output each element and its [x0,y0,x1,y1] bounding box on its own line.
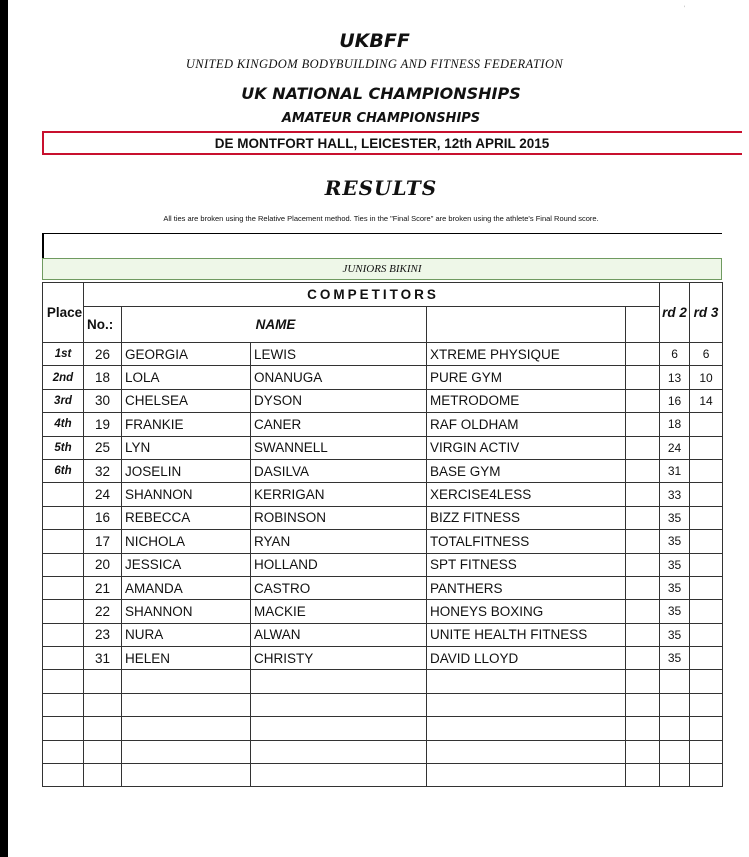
section-rule [42,233,722,234]
results-title: RESULTS [324,176,438,200]
gym-name: PANTHERS [427,576,626,599]
place-cell [43,530,84,553]
first-name: GEORGIA [122,343,251,366]
competitor-number: 26 [84,343,122,366]
table-row [43,623,723,646]
spacer-cell [626,483,660,506]
table-row [43,506,723,529]
last-name [251,717,427,740]
org-acronym: UKBFF [339,30,410,52]
competitor-number [84,670,122,693]
gym-name: UNITE HEALTH FITNESS [427,623,626,646]
round2-score: 16 [660,389,690,412]
first-name: LYN [122,436,251,459]
place-cell: 5th [43,436,84,459]
round3-score [690,436,723,459]
gym-name [427,717,626,740]
first-name: JOSELIN [122,459,251,482]
first-name: CHELSEA [122,389,251,412]
first-name: AMANDA [122,576,251,599]
spacer-cell [626,717,660,740]
place-cell [43,506,84,529]
spacer-cell [626,436,660,459]
last-name: DYSON [251,389,427,412]
round3-score [690,600,723,623]
gym-name: TOTALFITNESS [427,530,626,553]
spacer-cell [626,459,660,482]
table-row [43,436,723,459]
place-cell [43,740,84,763]
competitor-number [84,717,122,740]
spacer-cell [626,764,660,787]
last-name: KERRIGAN [251,483,427,506]
round3-score [690,459,723,482]
spacer-header [626,307,660,343]
gym-name: PURE GYM [427,366,626,389]
last-name: MACKIE [251,600,427,623]
table-row [43,459,723,482]
first-name: LOLA [122,366,251,389]
competitor-number: 23 [84,623,122,646]
tiebreak-note: All ties are broken using the Relative Placement method. Ties in the "Final Score" are broken using the athlete's Final Round score. [163,214,599,223]
name-header: NAME [122,307,427,343]
gym-name: XERCISE4LESS [427,483,626,506]
round3-score: 6 [690,343,723,366]
round2-score [660,717,690,740]
spacer-cell [626,530,660,553]
first-name: NICHOLA [122,530,251,553]
place-cell: 6th [43,459,84,482]
first-name: NURA [122,623,251,646]
gym-name: BASE GYM [427,459,626,482]
first-name: JESSICA [122,553,251,576]
place-cell [43,764,84,787]
competitor-number: 16 [84,506,122,529]
round2-score: 35 [660,623,690,646]
round2-score: 35 [660,530,690,553]
table-row [43,553,723,576]
gym-name [427,740,626,763]
spacer-cell [626,740,660,763]
gym-header [427,307,626,343]
place-cell [43,717,84,740]
org-full-name: UNITED KINGDOM BODYBUILDING AND FITNESS FEDERATION [185,57,564,71]
competitor-number: 22 [84,600,122,623]
spacer-cell [626,553,660,576]
section-rule-vertical [42,233,44,258]
gym-name: XTREME PHYSIQUE [427,343,626,366]
last-name: CANER [251,413,427,436]
place-cell: 4th [43,413,84,436]
round2-score: 13 [660,366,690,389]
table-row [43,740,723,763]
gym-name [427,670,626,693]
first-name [122,764,251,787]
last-name: ROBINSON [251,506,427,529]
competitor-number: 17 [84,530,122,553]
event-subtitle: AMATEUR CHAMPIONSHIPS [281,111,481,126]
table-row [43,764,723,787]
competitor-number: 20 [84,553,122,576]
gym-name: RAF OLDHAM [427,413,626,436]
round3-score: 10 [690,366,723,389]
corner-mark: ‘ [684,6,686,12]
round3-score [690,506,723,529]
round2-score: 35 [660,553,690,576]
place-cell [43,600,84,623]
round2-header: rd 2 [660,283,690,343]
round3-header: rd 3 [690,283,723,343]
first-name: HELEN [122,647,251,670]
gym-name: VIRGIN ACTIV [427,436,626,459]
last-name: RYAN [251,530,427,553]
competitor-number: 31 [84,647,122,670]
round3-score [690,413,723,436]
last-name [251,670,427,693]
round3-score [690,623,723,646]
competitor-number [84,693,122,716]
last-name [251,740,427,763]
gym-name: BIZZ FITNESS [427,506,626,529]
first-name: REBECCA [122,506,251,529]
spacer-cell [626,600,660,623]
category-band: JUNIORS BIKINI [42,258,722,280]
spacer-cell [626,506,660,529]
first-name [122,693,251,716]
last-name: DASILVA [251,459,427,482]
spacer-cell [626,343,660,366]
first-name [122,717,251,740]
last-name: LEWIS [251,343,427,366]
last-name: SWANNELL [251,436,427,459]
competitor-number [84,764,122,787]
table-row [43,670,723,693]
competitor-number: 32 [84,459,122,482]
round2-score: 35 [660,576,690,599]
gym-name: HONEYS BOXING [427,600,626,623]
round2-score: 33 [660,483,690,506]
spacer-cell [626,366,660,389]
competitors-header: COMPETITORS [84,283,660,307]
first-name: SHANNON [122,600,251,623]
place-cell [43,647,84,670]
first-name: SHANNON [122,483,251,506]
competitor-number: 18 [84,366,122,389]
last-name: HOLLAND [251,553,427,576]
table-row [43,389,723,412]
competitor-number: 19 [84,413,122,436]
table-row [43,483,723,506]
competitor-number: 24 [84,483,122,506]
round2-score [660,693,690,716]
place-cell [43,576,84,599]
round2-score: 31 [660,459,690,482]
table-row [43,366,723,389]
left-edge-bar [0,0,8,857]
event-title: UK NATIONAL CHAMPIONSHIPS [241,84,521,103]
round3-score [690,693,723,716]
round2-score [660,764,690,787]
round3-score [690,647,723,670]
round2-score: 35 [660,506,690,529]
table-row [43,693,723,716]
round3-score: 14 [690,389,723,412]
venue-date: DE MONTFORT HALL, LEICESTER, 12th APRIL 2015 [214,136,550,151]
place-cell [43,553,84,576]
table-row [43,576,723,599]
table-row [43,413,723,436]
gym-name [427,764,626,787]
place-header: Place [43,283,84,343]
last-name: ONANUGA [251,366,427,389]
round2-score: 18 [660,413,690,436]
results-table [42,282,723,787]
number-header: No.: [84,307,122,343]
table-row [43,600,723,623]
gym-name: SPT FITNESS [427,553,626,576]
last-name: CASTRO [251,576,427,599]
last-name [251,693,427,716]
round2-score: 6 [660,343,690,366]
spacer-cell [626,670,660,693]
round3-score [690,764,723,787]
table-row [43,530,723,553]
spacer-cell [626,647,660,670]
gym-name: METRODOME [427,389,626,412]
round3-score [690,717,723,740]
place-cell [43,483,84,506]
place-cell: 1st [43,343,84,366]
table-row [43,717,723,740]
table-row [43,647,723,670]
place-cell [43,623,84,646]
place-cell: 2nd [43,366,84,389]
place-cell: 3rd [43,389,84,412]
results-rows [43,343,723,787]
round3-score [690,576,723,599]
competitor-number: 30 [84,389,122,412]
round2-score [660,740,690,763]
gym-name: DAVID LLOYD [427,647,626,670]
competitor-number: 21 [84,576,122,599]
round3-score [690,530,723,553]
spacer-cell [626,413,660,436]
spacer-cell [626,693,660,716]
first-name: FRANKIE [122,413,251,436]
last-name: CHRISTY [251,647,427,670]
spacer-cell [626,389,660,412]
spacer-cell [626,576,660,599]
competitor-number: 25 [84,436,122,459]
round2-score [660,670,690,693]
place-cell [43,670,84,693]
place-cell [43,693,84,716]
competitor-number [84,740,122,763]
last-name [251,764,427,787]
first-name [122,740,251,763]
round3-score [690,483,723,506]
spacer-cell [626,623,660,646]
gym-name [427,693,626,716]
round3-score [690,553,723,576]
round3-score [690,740,723,763]
round2-score: 35 [660,600,690,623]
round2-score: 35 [660,647,690,670]
last-name: ALWAN [251,623,427,646]
table-row [43,343,723,366]
round2-score: 24 [660,436,690,459]
round3-score [690,670,723,693]
first-name [122,670,251,693]
